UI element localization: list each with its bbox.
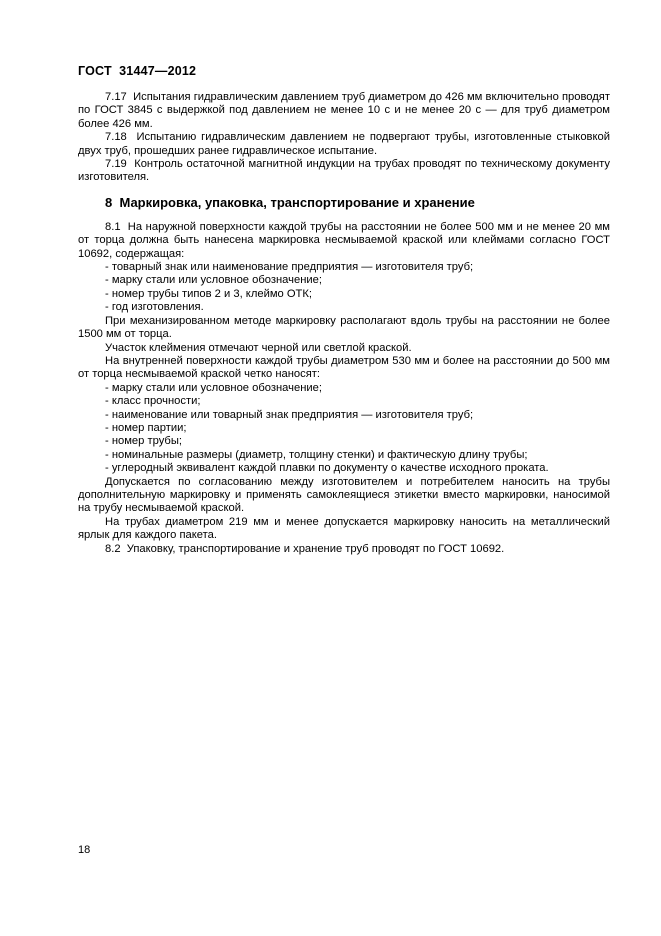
list-item: - номер трубы типов 2 и 3, клеймо ОТК;: [105, 287, 313, 300]
list-item: - номер трубы;: [105, 435, 182, 448]
paragraph: 8.1 На наружной поверхности каждой трубы на расстоянии не более 500 мм и не менее 20 мм от торца должна быть нанесена маркировка несмываемой краской или клеймами согласно ГОСТ 10692, содержащая:: [78, 220, 610, 260]
paragraph: Допускается по согласованию между изготовителем и потребителем наносить на трубы дополнительную маркировку и применять самоклеящиеся этикетки вместо маркировки, наносимой на трубу несмываемой краской.: [78, 475, 610, 515]
section-heading: 8 Маркировка, упаковка, транспортирование и хранение: [105, 194, 475, 210]
list-item: - товарный знак или наименование предприятия — изготовителя труб;: [105, 261, 474, 274]
paragraph: При механизированном методе маркировку располагают вдоль трубы на расстоянии не более 1500 мм от торца.: [78, 314, 610, 341]
document-content: [78, 91, 610, 556]
page-number: 18: [78, 844, 91, 856]
list-item: - марку стали или условное обозначение;: [105, 274, 322, 287]
paragraph: 7.17 Испытания гидравлическим давлением труб диаметром до 426 мм включительно проводят по ГОСТ 3845 с выдержкой под давлением не менее 10 с и не менее 20 с — для труб диаметром более 426 мм.: [78, 91, 610, 130]
paragraph: Участок клеймения отмечают черной или светлой краской.: [105, 341, 412, 354]
list-item: - год изготовления.: [105, 301, 204, 314]
list-item: - углеродный эквивалент каждой плавки по документу о качестве исходного проката.: [105, 462, 549, 475]
paragraph: 8.2 Упаковку, транспортирование и хранение труб проводят по ГОСТ 10692.: [105, 542, 505, 555]
paragraph: 7.19 Контроль остаточной магнитной индукции на трубах проводят по техническому документу изготовителя.: [78, 158, 610, 184]
list-item: - наименование или товарный знак предприятия — изготовителя труб;: [105, 408, 474, 421]
paragraph: На трубах диаметром 219 мм и менее допускается маркировку наносить на металлический ярлык для каждого пакета.: [78, 515, 610, 542]
list-item: - марку стали или условное обозначение;: [105, 381, 322, 394]
paragraph: На внутренней поверхности каждой трубы диаметром 530 мм и более на расстоянии до 500 мм от торца несмываемой краской четко наносят:: [78, 354, 610, 381]
list-item: - номинальные размеры (диаметр, толщину стенки) и фактическую длину трубы;: [105, 448, 528, 461]
running-header: ГОСТ 31447—2012: [78, 64, 197, 78]
list-item: - класс прочности;: [105, 395, 201, 408]
paragraph: 7.18 Испытанию гидравлическим давлением не подвергают трубы, изготовленные стыковкой двух труб, прошедших ранее гидравлическое испытание.: [78, 131, 610, 157]
list-item: - номер партии;: [105, 421, 187, 434]
